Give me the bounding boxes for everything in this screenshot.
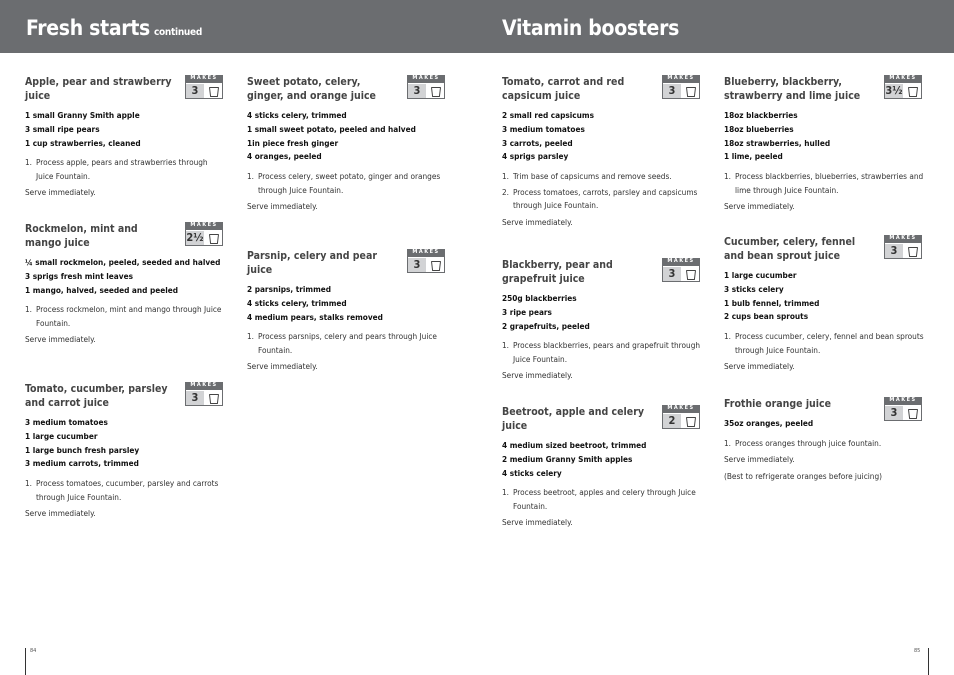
glass-icon	[430, 259, 442, 271]
method-steps	[724, 330, 924, 357]
step-number: 1.	[247, 331, 255, 342]
step-text: Process parsnips, celery and pears through Juice Fountain.	[258, 331, 437, 355]
recipe-sweet-potato-celery-ginger-orange	[247, 75, 447, 214]
makes-box	[662, 82, 700, 99]
makes-box	[884, 242, 922, 259]
method-steps	[502, 486, 702, 513]
method-step	[25, 477, 225, 504]
glass-icon	[208, 392, 220, 404]
left-page-title-text: Fresh starts	[26, 16, 151, 40]
makes-quantity: 2	[663, 414, 681, 428]
step-text: Process tomatoes, cucumber, parsley and carrots through Juice Fountain.	[36, 478, 219, 502]
recipe-beetroot-apple-celery	[502, 405, 702, 530]
ingredient: 3 sticks celery	[724, 283, 784, 294]
ingredient-list	[25, 416, 225, 471]
method-steps	[724, 437, 924, 451]
ingredient: 4 sticks celery, trimmed	[247, 110, 347, 120]
makes-quantity: 3	[186, 391, 204, 405]
ingredient-list	[247, 283, 447, 324]
ingredient: 18oz strawberries, hulled	[724, 137, 831, 148]
step-number: 1.	[502, 340, 510, 351]
makes-quantity: 3	[408, 84, 426, 98]
step-number: 1.	[247, 171, 255, 182]
makes-label: MAKES	[185, 222, 223, 229]
serving-note: Serve immediately.	[724, 454, 795, 465]
method-steps	[502, 339, 702, 366]
recipe-parsnip-celery-pear	[247, 249, 447, 374]
ingredient: 1 large bunch fresh parsley	[25, 444, 140, 455]
step-number: 1.	[502, 171, 510, 182]
left-page-number: 84	[30, 648, 37, 654]
ingredient: 2 parsnips, trimmed	[247, 284, 332, 294]
ingredient: 1in piece fresh ginger	[247, 137, 339, 148]
makes-box	[185, 389, 223, 406]
recipe-title: Cucumber, celery, fennel and bean sprout juice	[724, 236, 856, 262]
method-step	[502, 170, 702, 184]
left-page-title	[26, 16, 202, 40]
ingredient: 3 medium tomatoes	[502, 123, 585, 134]
ingredient: 4 sprigs parsley	[502, 151, 569, 162]
ingredient: 3 small ripe pears	[25, 123, 100, 134]
recipe-title: Beetroot, apple and celery juice	[502, 406, 645, 432]
method-steps	[724, 170, 924, 197]
ingredient: 3 medium tomatoes	[25, 417, 108, 427]
step-text: Process blackberries, blueberries, strawberries and lime through Juice Fountain.	[735, 171, 924, 195]
method-steps	[25, 156, 225, 183]
method-step	[724, 330, 924, 357]
glass-icon	[907, 85, 919, 97]
serving-note: Serve immediately.	[724, 201, 795, 212]
ingredient: 4 sticks celery	[502, 467, 562, 478]
glass-icon	[907, 245, 919, 257]
step-text: Process rockmelon, mint and mango through Juice Fountain.	[36, 304, 222, 328]
recipe-blueberry-blackberry-strawberry-lime	[724, 75, 924, 214]
ingredient: 4 medium sized beetroot, trimmed	[502, 440, 647, 450]
ingredient: 3 ripe pears	[502, 306, 552, 317]
makes-badge	[662, 405, 700, 429]
makes-box	[407, 82, 445, 99]
step-text: Process blackberries, pears and grapefruit through Juice Fountain.	[513, 340, 701, 364]
serving-note: Serve immediately.	[502, 370, 573, 381]
makes-label: MAKES	[884, 75, 922, 82]
makes-box	[407, 256, 445, 273]
ingredient: 18oz blueberries	[724, 123, 794, 134]
serving-note: Serve immediately.	[502, 517, 573, 528]
serving-note: Serve immediately.	[25, 187, 96, 198]
method-step	[25, 156, 225, 183]
serving-note: Serve immediately.	[247, 201, 318, 212]
makes-label: MAKES	[662, 405, 700, 412]
makes-badge	[662, 258, 700, 282]
method-steps	[502, 170, 702, 213]
method-step	[247, 330, 447, 357]
ingredient: 18oz blackberries	[724, 110, 798, 120]
ingredient: 2 grapefruits, peeled	[502, 320, 590, 331]
right-page-number: 85	[914, 648, 921, 654]
makes-badge	[884, 75, 922, 99]
makes-quantity: 3	[885, 244, 903, 258]
right-page-header	[477, 0, 954, 53]
recipe-tomato-carrot-capsicum	[502, 75, 702, 229]
step-number: 1.	[724, 171, 732, 182]
step-text: Process apple, pears and strawberries through Juice Fountain.	[36, 157, 208, 181]
method-steps	[247, 330, 447, 357]
ingredient-list	[502, 292, 702, 333]
makes-badge	[185, 222, 223, 246]
method-steps	[25, 303, 225, 330]
makes-quantity: 3	[663, 267, 681, 281]
makes-badge	[407, 249, 445, 273]
makes-box	[662, 265, 700, 282]
makes-label: MAKES	[185, 75, 223, 82]
step-text: Process beetroot, apples and celery through Juice Fountain.	[513, 487, 696, 511]
glass-icon	[685, 85, 697, 97]
right-page-rule	[928, 648, 929, 675]
ingredient-list	[247, 109, 447, 164]
makes-quantity: 3	[663, 84, 681, 98]
makes-badge	[185, 75, 223, 99]
method-step	[724, 437, 924, 451]
method-steps	[25, 477, 225, 504]
ingredient: 1 mango, halved, seeded and peeled	[25, 284, 179, 295]
makes-badge	[185, 382, 223, 406]
makes-label: MAKES	[185, 382, 223, 389]
recipe-title: Tomato, cucumber, parsley and carrot juice	[25, 383, 168, 409]
step-number: 1.	[724, 331, 732, 342]
recipe-blackberry-pear-grapefruit	[502, 258, 702, 383]
step-number: 1.	[502, 487, 510, 498]
ingredient: 3 sprigs fresh mint leaves	[25, 270, 133, 281]
makes-badge	[884, 235, 922, 259]
recipe-cucumber-celery-fennel-beansprout	[724, 235, 924, 374]
glass-icon	[208, 85, 220, 97]
method-step	[25, 303, 225, 330]
ingredient-list	[25, 109, 225, 150]
ingredient: 1 large cucumber	[724, 270, 797, 280]
ingredient-list	[724, 109, 924, 164]
makes-box	[884, 82, 922, 99]
serving-note: Serve immediately.	[247, 361, 318, 372]
step-number: 1.	[25, 304, 33, 315]
serving-note: Serve immediately.	[25, 334, 96, 345]
ingredient: 3 medium carrots, trimmed	[25, 458, 139, 469]
ingredient: 3 carrots, peeled	[502, 137, 573, 148]
ingredient-list	[25, 256, 225, 297]
recipe-apple-pear-strawberry	[25, 75, 225, 200]
ingredient: 1 lime, peeled	[724, 151, 783, 162]
method-steps	[247, 170, 447, 197]
recipe-title: Tomato, carrot and red capsicum juice	[502, 76, 625, 102]
left-page-subtitle: continued	[154, 27, 202, 38]
left-page-header	[0, 0, 477, 53]
recipe-title: Sweet potato, celery, ginger, and orange juice	[247, 76, 376, 102]
recipe-frothie-orange	[724, 397, 924, 483]
makes-box	[884, 404, 922, 421]
step-text: Process celery, sweet potato, ginger and oranges through Juice Fountain.	[258, 171, 441, 195]
recipe-title: Rockmelon, mint and mango juice	[25, 223, 138, 249]
step-number: 1.	[25, 478, 33, 489]
ingredient: 2 small red capsicums	[502, 110, 594, 120]
step-text: Trim base of capsicums and remove seeds.	[513, 171, 672, 182]
glass-icon	[685, 268, 697, 280]
method-step	[502, 339, 702, 366]
makes-badge	[662, 75, 700, 99]
makes-box	[662, 412, 700, 429]
makes-quantity: 2½	[186, 231, 204, 244]
makes-quantity: 3	[408, 258, 426, 272]
ingredient-list	[502, 439, 702, 480]
makes-quantity: 3	[186, 84, 204, 98]
ingredient: ¼ small rockmelon, peeled, seeded and halved	[25, 257, 221, 267]
step-number: 1.	[25, 157, 33, 168]
ingredient: 2 medium Granny Smith apples	[502, 453, 633, 464]
ingredient-list	[502, 109, 702, 164]
ingredient: 35oz oranges, peeled	[724, 418, 814, 428]
ingredient: 4 oranges, peeled	[247, 151, 322, 162]
makes-quantity: 3½	[885, 84, 903, 97]
method-step	[502, 486, 702, 513]
recipe-rockmelon-mint-mango	[25, 222, 225, 347]
makes-label: MAKES	[407, 75, 445, 82]
makes-badge	[407, 75, 445, 99]
recipe-title: Frothie orange juice	[724, 398, 832, 410]
method-step	[502, 186, 702, 213]
method-step	[724, 170, 924, 197]
ingredient: 1 large cucumber	[25, 430, 98, 441]
serving-note: Serve immediately.	[25, 508, 96, 519]
makes-quantity: 3	[885, 406, 903, 420]
ingredient: 1 small sweet potato, peeled and halved	[247, 123, 416, 134]
serving-note: Serve immediately.	[502, 216, 573, 227]
ingredient: 1 small Granny Smith apple	[25, 110, 140, 120]
glass-icon	[907, 407, 919, 419]
makes-box	[185, 229, 223, 246]
glass-icon	[208, 232, 220, 244]
makes-label: MAKES	[662, 75, 700, 82]
right-page-title: Vitamin boosters	[502, 16, 680, 40]
step-number: 1.	[724, 437, 732, 448]
recipe-title: Blueberry, blackberry, strawberry and lime juice	[724, 76, 861, 102]
left-page-rule	[25, 648, 26, 675]
ingredient: 1 cup strawberries, cleaned	[25, 137, 141, 148]
step-text: Process oranges through juice fountain.	[735, 437, 882, 448]
makes-label: MAKES	[407, 249, 445, 256]
glass-icon	[685, 415, 697, 427]
ingredient: 2 cups bean sprouts	[724, 311, 809, 322]
ingredient-list	[724, 269, 924, 324]
step-text: Process tomatoes, carrots, parsley and capsicums through Juice Fountain.	[513, 186, 698, 211]
makes-label: MAKES	[662, 258, 700, 265]
recipe-tomato-cucumber-parsley-carrot	[25, 382, 225, 521]
ingredient: 1 bulb fennel, trimmed	[724, 297, 820, 308]
serving-note: Serve immediately.	[724, 361, 795, 372]
step-text: Process cucumber, celery, fennel and bean sprouts through Juice Fountain.	[735, 331, 924, 355]
makes-label: MAKES	[884, 235, 922, 242]
makes-box	[185, 82, 223, 99]
recipe-title: Apple, pear and strawberry juice	[25, 76, 172, 102]
ingredient: 4 sticks celery, trimmed	[247, 297, 347, 308]
ingredient: 4 medium pears, stalks removed	[247, 311, 383, 322]
makes-label: MAKES	[884, 397, 922, 404]
recipe-title: Blackberry, pear and grapefruit juice	[502, 259, 613, 285]
step-number: 2.	[502, 186, 510, 197]
serving-note: (Best to refrigerate oranges before juicing)	[724, 470, 883, 481]
ingredient: 250g blackberries	[502, 293, 577, 303]
glass-icon	[430, 85, 442, 97]
makes-badge	[884, 397, 922, 421]
recipe-title: Parsnip, celery and pear juice	[247, 250, 378, 276]
method-step	[247, 170, 447, 197]
